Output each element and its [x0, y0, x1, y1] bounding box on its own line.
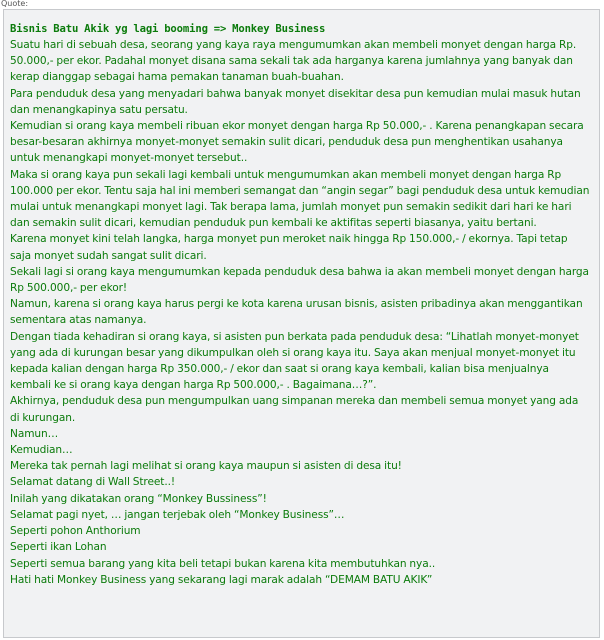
- quote-paragraph: Maka si orang kaya pun sekali lagi kembali untuk mengumumkan akan membeli monyet dengan harga Rp 100.000 per ekor. Tentu saja hal ini memberi semangat dan “angin segar” bagi penduduk desa untuk kemudian mulai untuk menangkapi monyet lagi. Tak berapa lama, jumlah monyet pun semakin sedikit dari hari ke hari dan semakin sulit dicari, kemudian penduduk pun kembali ke aktifitas seperti biasanya, yaitu bertani.: [10, 168, 590, 230]
- quote-title: Bisnis Batu Akik yg lagi booming => Monkey Business: [10, 23, 326, 35]
- quote-paragraph: Namun…: [10, 427, 59, 440]
- quote-paragraph: Seperti ikan Lohan: [10, 541, 107, 554]
- quote-paragraph: Mereka tak pernah lagi melihat si orang kaya maupun si asisten di desa itu!: [10, 460, 402, 473]
- quote-content: [10, 21, 590, 588]
- quote-paragraph: Selamat datang di Wall Street..!: [10, 476, 176, 489]
- quote-paragraph: Para penduduk desa yang menyadari bahwa banyak monyet disekitar desa pun kemudian mulai masuk hutan dan menangkapinya satu persatu.: [10, 87, 581, 116]
- quote-paragraph: Kemudian…: [10, 444, 73, 457]
- quote-paragraph: Sekali lagi si orang kaya mengumumkan kepada penduduk desa bahwa ia akan membeli monyet dengan harga Rp 500.000,- per ekor!: [10, 265, 589, 295]
- quote-paragraph: Seperti pohon Anthorium: [10, 525, 141, 538]
- quote-label: Quote:: [1, 0, 29, 8]
- quote-paragraph: Namun, karena si orang kaya harus pergi ke kota karena urusan bisnis, asisten pribadinya akan menggantikan sementara atas namanya.: [10, 298, 583, 327]
- quote-paragraph: Seperti semua barang yang kita beli tetapi bukan karena kita membutuhkan nya..: [10, 557, 436, 570]
- quote-paragraph: Inilah yang dikatakan orang “Monkey Bussiness”!: [10, 492, 267, 505]
- quote-paragraph: Karena monyet kini telah langka, harga monyet pun meroket naik hingga Rp 150.000,- / ekornya. Tapi tetap saja monyet sudah sangat sulit dicari.: [10, 233, 568, 262]
- quote-paragraph: Suatu hari di sebuah desa, seorang yang kaya raya mengumumkan akan membeli monyet dengan harga Rp. 50.000,- per ekor. Padahal monyet disana sama sekali tak ada harganya karena jumlahnya yang banyak dan kerap dianggap sebagai hama pemakan tanaman buah-buahan.: [10, 39, 577, 84]
- quote-paragraph: Hati hati Monkey Business yang sekarang lagi marak adalah “DEMAM BATU AKIK”: [10, 573, 433, 586]
- quote-paragraph: Kemudian si orang kaya membeli ribuan ekor monyet dengan harga Rp 50.000,- . Karena penangkapan secara besar-besaran akhirnya monyet-monyet semakin sulit dicari, penduduk desa pun menghentikan usahanya untuk menangkapi monyet-monyet tersebut..: [10, 120, 584, 165]
- quote-paragraph: Dengan tiada kehadiran si orang kaya, si asisten pun berkata pada penduduk desa: “Lihatlah monyet-monyet yang ada di kurungan besar yang dikumpulkan oleh si orang kaya itu. Saya akan menjual monyet-monyet itu kepada kalian dengan harga Rp 350.000,- / ekor dan saat si orang kaya kembali, kalian bisa menjualnya kembali ke si orang kaya dengan harga Rp 500.000,- . Bagaimana…?”.: [10, 330, 579, 392]
- quote-paragraph: Selamat pagi nyet, … jangan terjebak oleh “Monkey Business”…: [10, 508, 345, 521]
- quote-paragraph: Akhirnya, penduduk desa pun mengumpulkan uang simpanan mereka dan membeli semua monyet yang ada di kurungan.: [10, 395, 579, 424]
